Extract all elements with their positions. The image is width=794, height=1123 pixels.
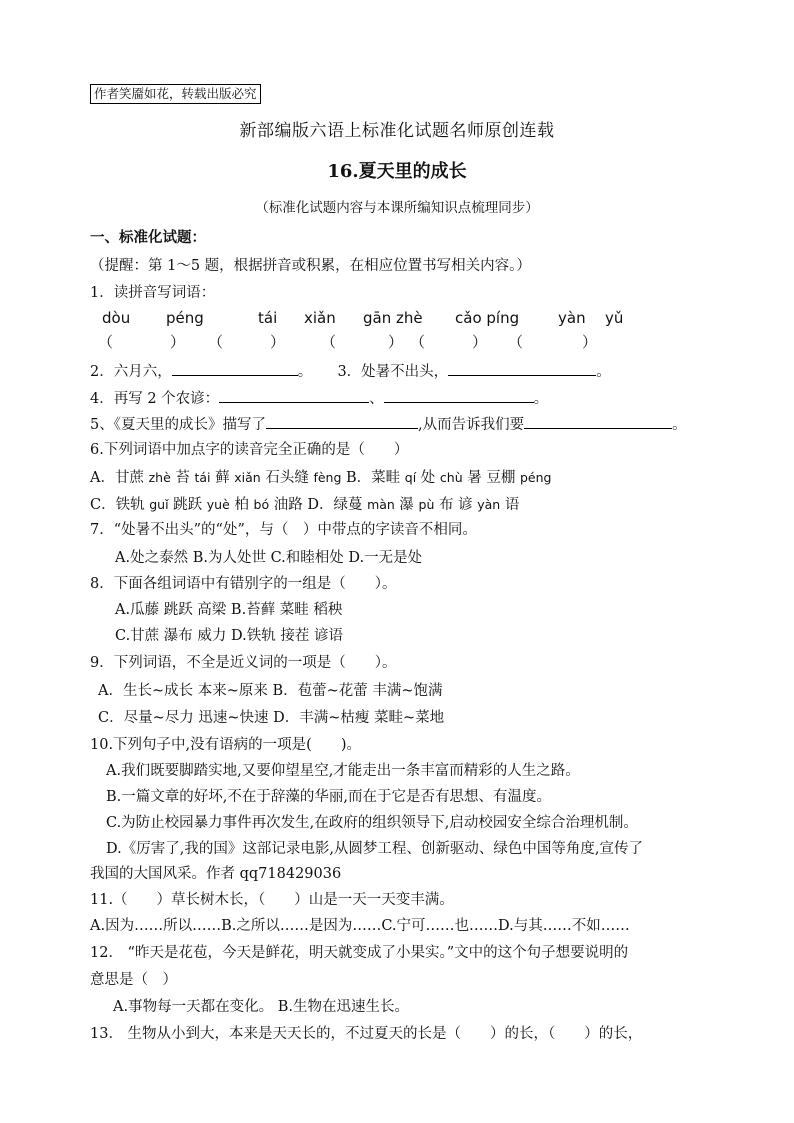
answer-paren-close: ） xyxy=(582,333,598,351)
section-heading: 一、标准化试题： xyxy=(90,230,206,246)
q6-pinyin: yàn xyxy=(477,497,501,512)
q6-pinyin: pù xyxy=(418,497,435,512)
q5-line xyxy=(90,414,687,435)
q10-option-b: B.一篇文章的好坏,不在于辞藻的华丽,而在于它是否有思想、有温度。 xyxy=(106,789,551,805)
copyright-stamp: 作者笑靥如花，转载出版必究 xyxy=(90,84,261,104)
q11-options: A.因为……所以……B.之所以……是因为……C.宁可……也……D.与其……不如…… xyxy=(90,918,630,934)
q6-options-line-2 xyxy=(90,495,519,515)
q2-q3-line xyxy=(90,361,611,382)
q1-text: 1．读拼音写词语： xyxy=(90,285,216,301)
answer-paren-open: （ xyxy=(321,333,337,351)
answer-paren-close: ） xyxy=(170,333,186,351)
pinyin: yàn xyxy=(558,309,586,327)
answer-paren-open: （ xyxy=(508,333,524,351)
q5-answer-blank-2[interactable] xyxy=(524,414,672,429)
q6-pinyin: zhè xyxy=(148,470,171,485)
q2-text: 2．六月六， xyxy=(90,364,172,380)
q8-text: 8．下面各组词语中有错别字的一组是（ ）。 xyxy=(90,576,397,592)
q6-option-text: 柏 xyxy=(229,497,254,513)
q4-text: 4．再写 2 个农谚： xyxy=(90,391,220,407)
q6-option-text: 暑 豆棚 xyxy=(462,470,520,486)
q6-pinyin: péng xyxy=(519,470,552,485)
q6-pinyin: tái xyxy=(194,470,211,485)
q6-option-text: 瀑 xyxy=(394,497,419,513)
q13-text: 13． 生物从小到大，本来是天天长的，不过夏天的长是（ ）的长，（ ）的长， xyxy=(90,1026,643,1042)
q4-answer-blank-1[interactable] xyxy=(219,388,369,403)
q5-end: 。 xyxy=(672,417,687,433)
q12-options: A.事物每一天都在变化。 B.生物在迅速生长。 xyxy=(113,999,409,1015)
q8-options-line-2: C.甘蔗 瀑布 威力 D.铁轨 接茬 谚语 xyxy=(115,628,343,644)
pinyin: gān zhè xyxy=(363,309,423,327)
q6-pinyin: guǐ xyxy=(149,497,169,512)
q6-option-text: C．铁轨 xyxy=(90,497,150,513)
q6-pinyin: chù xyxy=(439,470,463,485)
q4-sep: 、 xyxy=(369,391,384,407)
q10-option-d-continued: 我国的大国风采。作者 qq718429036 xyxy=(90,866,342,882)
q3-answer-blank[interactable] xyxy=(448,361,596,376)
pinyin: xiǎn xyxy=(304,309,336,327)
q10-option-d: D.《厉害了,我的国》这部记录电影,从圆梦工程、创新驱动、绿色中国等角度,宣传了 xyxy=(106,841,644,857)
pinyin: cǎo píng xyxy=(455,309,520,327)
q8-options-line-1: A.瓜藤 跳跃 高梁 B.苔藓 菜畦 稻秧 xyxy=(115,602,343,618)
q12-text-continued: 意思是（ ） xyxy=(90,972,177,988)
lesson-title: 16.夏天里的成长 xyxy=(327,161,467,182)
pinyin: péng xyxy=(166,309,204,327)
reminder-text: （提醒：第 1～5 题，根据拼音或积累，在相应位置书写相关内容。） xyxy=(90,258,531,274)
subtitle: （标准化试题内容与本课所编知识点梳理同步） xyxy=(255,200,539,216)
q6-option-text: 藓 xyxy=(210,470,235,486)
q10-option-c: C.为防止校园暴力事件再次发生,在政府的组织领导下,启动校园安全综合治理机制。 xyxy=(106,815,638,831)
pinyin: dòu xyxy=(102,309,131,327)
q4-answer-blank-2[interactable] xyxy=(384,388,534,403)
q6-pinyin: yuè xyxy=(206,497,230,512)
q9-options-line-1: A．生长~成长 本来~原来 B．苞蕾~花蕾 丰满~饱满 xyxy=(98,683,443,699)
q7-options: A.处之泰然 B.为人处世 C.和睦相处 D.一无是处 xyxy=(115,550,423,566)
answer-paren-close: ） xyxy=(270,333,286,351)
q6-pinyin: xiǎn xyxy=(234,470,261,485)
pinyin: yǔ xyxy=(605,309,624,327)
answer-paren-open: （ xyxy=(98,333,114,351)
q6-option-text: A．甘蔗 xyxy=(90,470,149,486)
answer-paren-open: （ xyxy=(410,333,426,351)
q10-text: 10.下列句子中,没有语病的一项是( )。 xyxy=(90,737,361,753)
q6-pinyin: bó xyxy=(253,497,270,512)
q6-option-text: B．菜畦 xyxy=(341,470,405,486)
q6-option-text: 油路 D．绿蔓 xyxy=(269,497,368,513)
page-title: 新部编版六语上标准化试题名师原创连载 xyxy=(239,121,555,141)
q3-text: 3．处暑不出头， xyxy=(337,364,449,380)
q6-option-text: 语 xyxy=(500,497,520,513)
pinyin: tái xyxy=(258,309,278,327)
q3-end: 。 xyxy=(596,364,611,380)
q6-pinyin: fèng xyxy=(313,470,342,485)
q9-options-line-2: C．尽量~尽力 迅速~快速 D．丰满~枯瘦 菜畦~菜地 xyxy=(98,710,445,726)
q7-text: 7．“处暑不出头”的“处”，与（ ）中带点的字读音不相同。 xyxy=(90,522,477,538)
q4-end: 。 xyxy=(533,391,549,407)
q6-pinyin: màn xyxy=(367,497,395,512)
q6-option-text: 布 谚 xyxy=(434,497,478,513)
answer-paren-open: （ xyxy=(208,333,224,351)
q6-pinyin: qí xyxy=(404,470,417,485)
q5-answer-blank-1[interactable] xyxy=(266,414,418,429)
q6-option-text: 处 xyxy=(416,470,440,486)
q5-text: 5、《夏天里的成长》描写了 xyxy=(90,417,266,433)
answer-paren-close: ） xyxy=(388,333,404,351)
q6-text: 6.下列词语中加点字的读音完全正确的是（ ） xyxy=(90,442,409,458)
q2-end: 。 xyxy=(297,364,313,380)
q9-text: 9．下列词语，不全是近义词的一项是（ ）。 xyxy=(90,655,397,671)
q6-option-text: 苔 xyxy=(170,470,195,486)
q6-option-text: 跳跃 xyxy=(168,497,207,513)
q6-option-text: 石头缝 xyxy=(260,470,314,486)
q4-line xyxy=(90,388,548,409)
q10-option-a: A.我们既要脚踏实地,又要仰望星空,才能走出一条丰富而精彩的人生之路。 xyxy=(106,763,580,779)
q5-mid: ,从而告诉我们要 xyxy=(417,417,525,433)
q11-text: 11.（ ）草长树木长，（ ）山是一天一天变丰满。 xyxy=(90,892,454,908)
answer-paren-close: ） xyxy=(472,333,488,351)
q12-text: 12． “昨天是花苞，今天是鲜花，明天就变成了小果实。”文中的这个句子想要说明的 xyxy=(90,945,629,961)
q2-answer-blank[interactable] xyxy=(172,361,298,376)
q6-options-line-1 xyxy=(90,468,551,488)
